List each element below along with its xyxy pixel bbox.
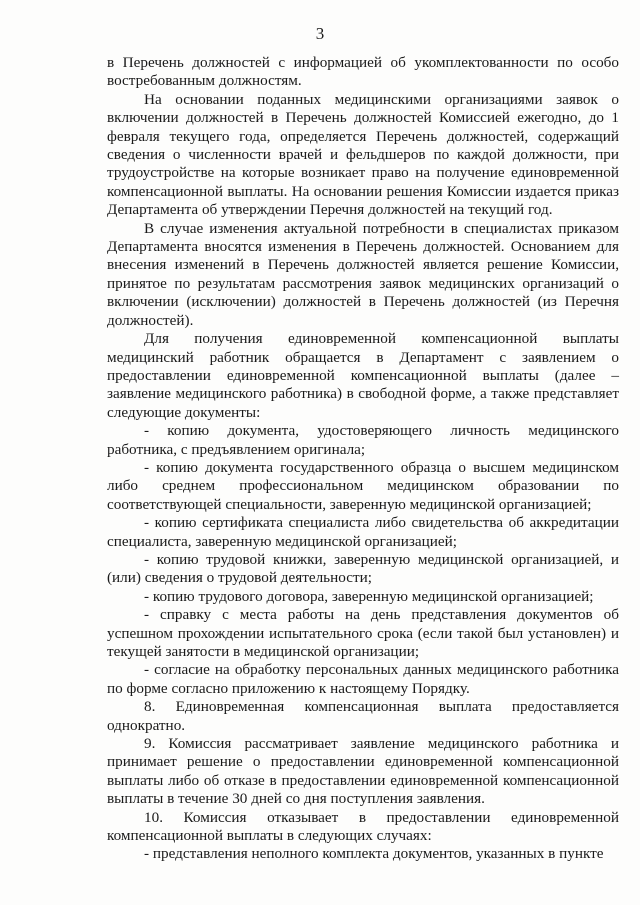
list-item-education-document: - копию документа государственного образца о высшем медицинском либо среднем профессиональном медицинском образовании по соответствующей специальности, заверенную медицинской организацией;: [107, 458, 619, 513]
page-number: 3: [315, 24, 325, 43]
paragraph-clause-10: 10. Комиссия отказывает в предоставлении единовременной компенсационной выплаты в следующих случаях:: [107, 808, 619, 845]
list-item-employment-record: - копию трудовой книжки, заверенную медицинской организацией, и (или) сведения о трудовой деятельности;: [107, 550, 619, 587]
paragraph-clause-9: 9. Комиссия рассматривает заявление медицинского работника и принимает решение о предоставлении единовременной компенсационной выплаты либо об отказе в предоставлении единовременной компенсационной выплаты в течение 30 дней со дня поступления заявления.: [107, 735, 619, 808]
paragraph-clause-8: 8. Единовременная компенсационная выплата предоставляется однократно.: [107, 698, 619, 734]
paragraph-continuation: в Перечень должностей с информацией об укомплектованности по особо востребованным должностям.: [107, 54, 619, 90]
paragraph-list-approval: На основании поданных медицинскими организациями заявок о включении должностей в Перечень должностей Комиссией ежегодно, до 1 февраля текущего года, определяется Перечень должностей, содержащий сведения о численности врачей и фельдшеров по каждой должности, при трудоустройстве на которые возникает право на получение единовременной компенсационной выплаты. На основании решения Комиссии издается приказ Департамента об утверждении Перечня должностей на текущий год.: [107, 90, 619, 219]
document-body: [107, 54, 619, 864]
list-item-data-consent: - согласие на обработку персональных данных медицинского работника по форме согласно приложению к настоящему Порядку.: [107, 661, 619, 697]
list-item-identity-document: - копию документа, удостоверяющего личность медицинского работника, с предъявлением оригинала;: [107, 422, 619, 458]
list-item-labor-contract: - копию трудового договора, заверенную медицинской организацией;: [144, 587, 594, 605]
paragraph-application: Для получения единовременной компенсационной выплаты медицинский работник обращается в Департамент с заявлением о предоставлении единовременной компенсационной выплаты (далее – заявление медицинского работника) в свободной форме, а также представляет следующие документы:: [107, 330, 619, 421]
list-item-incomplete-documents: - представления неполного комплекта документов, указанных в пункте: [144, 845, 604, 863]
paragraph-list-changes: В случае изменения актуальной потребности в специалистах приказом Департамента вносятся изменения в Перечень должностей. Основанием для внесения изменений в Перечень должностей является решение Комиссии, принятое по результатам рассмотрения заявок медицинских организаций о включении (исключении) должностей в Перечень должностей (из Перечня должностей).: [107, 219, 619, 329]
list-item-certificate: - копию сертификата специалиста либо свидетельства об аккредитации специалиста, заверенную медицинской организацией;: [107, 514, 619, 550]
list-item-work-reference: - справку с места работы на день представления документов об успешном прохождении испытательного срока (если такой был установлен) и текущей занятости в медицинской организации;: [107, 606, 619, 660]
